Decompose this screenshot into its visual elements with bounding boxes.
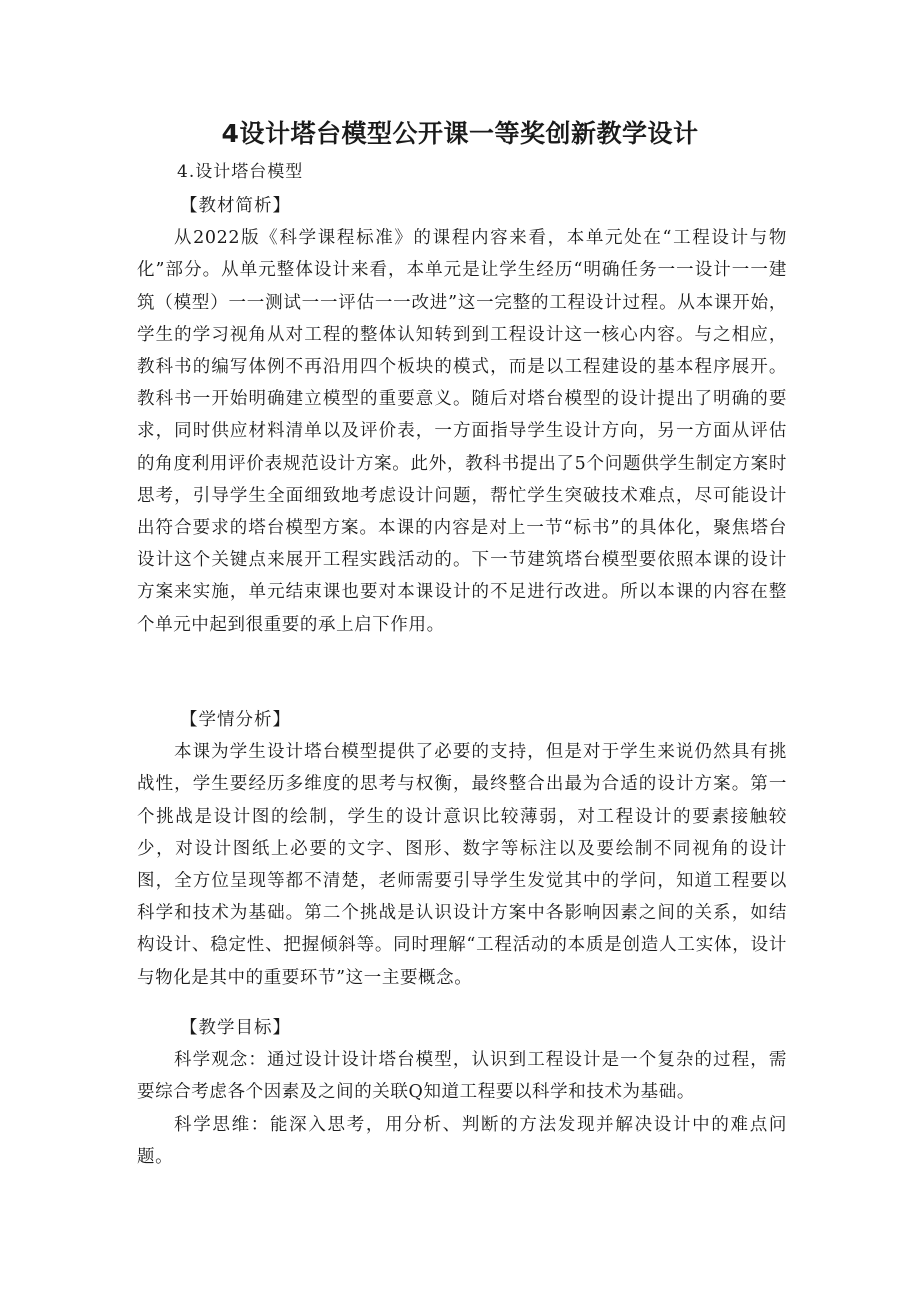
section-heading: 【教学目标】: [180, 1018, 291, 1038]
lesson-subtitle: 4.设计塔台模型: [177, 162, 304, 182]
section-learner-analysis: [137, 704, 787, 994]
section-paragraph: 从2022版《科学课程标准》的课程内容来看，本单元处在“工程设计与物化”部分。从单元整体设计来看，本单元是让学生经历“明确任务一一设计一一建筑（模型）一一测试一一评估一一改进”这一完整的工程设计过程。从本课开始，学生的学习视角从对工程的整体认知转到到工程设计这一核心内容。与之相应，教科书的编写体例不再沿用四个板块的模式，而是以工程建设的基本程序展开。教科书一开始明确建立模型的重要意义。随后对塔台模型的设计提出了明确的要求，同时供应材料清单以及评价表，一方面指导学生设计方向，另一方面从评估的角度利用评价表规范设计方案。此外，教科书提出了5个问题供学生制定方案时思考，引导学生全面细致地考虑设计问题，帮忙学生突破技术难点，尽可能设计出符合要求的塔台模型方案。本课的内容是对上一节“标书”的具体化，聚焦塔台设计这个关键点来展开工程实践活动的。下一节建筑塔台模型要依照本课的设计方案来实施，单元结束课也要对本课设计的不足进行改进。所以本课的内容在整个单元中起到很重要的承上启下作用。: [137, 228, 787, 635]
section-paragraph: 科学观念：通过设计设计塔台模型，认识到工程设计是一个复杂的过程，需要综合考虑各个因素及之间的关联Q知道工程要以科学和技术为基础。: [137, 1050, 787, 1103]
section-paragraph: 本课为学生设计塔台模型提供了必要的支持，但是对于学生来说仍然具有挑战性，学生要经历多维度的思考与权衡，最终整合出最为合适的设计方案。第一个挑战是设计图的绘制，学生的设计意识比较薄弱，对工程设计的要素接触较少，对设计图纸上必要的文字、图形、数字等标注以及要绘制不同视角的设计图，全方位呈现等都不清楚，老师需要引导学生发觉其中的学问，知道工程要以科学和技术为基础。第二个挑战是认识设计方案中各影响因素之间的关系，如结构设计、稳定性、把握倾斜等。同时理解“工程活动的本质是创造人工实体，设计与物化是其中的重要环节”这一主要概念。: [137, 742, 787, 988]
section-teaching-goals: [137, 1012, 787, 1173]
section-paragraph: 科学思维：能深入思考，用分析、判断的方法发现并解决设计中的难点问题。: [137, 1114, 787, 1167]
section-heading: 【学情分析】: [180, 710, 291, 730]
page-title: 4设计塔台模型公开课一等奖创新教学设计: [221, 119, 699, 148]
section-heading: 【教材简析】: [180, 196, 291, 216]
section-textbook-analysis: [137, 190, 787, 641]
